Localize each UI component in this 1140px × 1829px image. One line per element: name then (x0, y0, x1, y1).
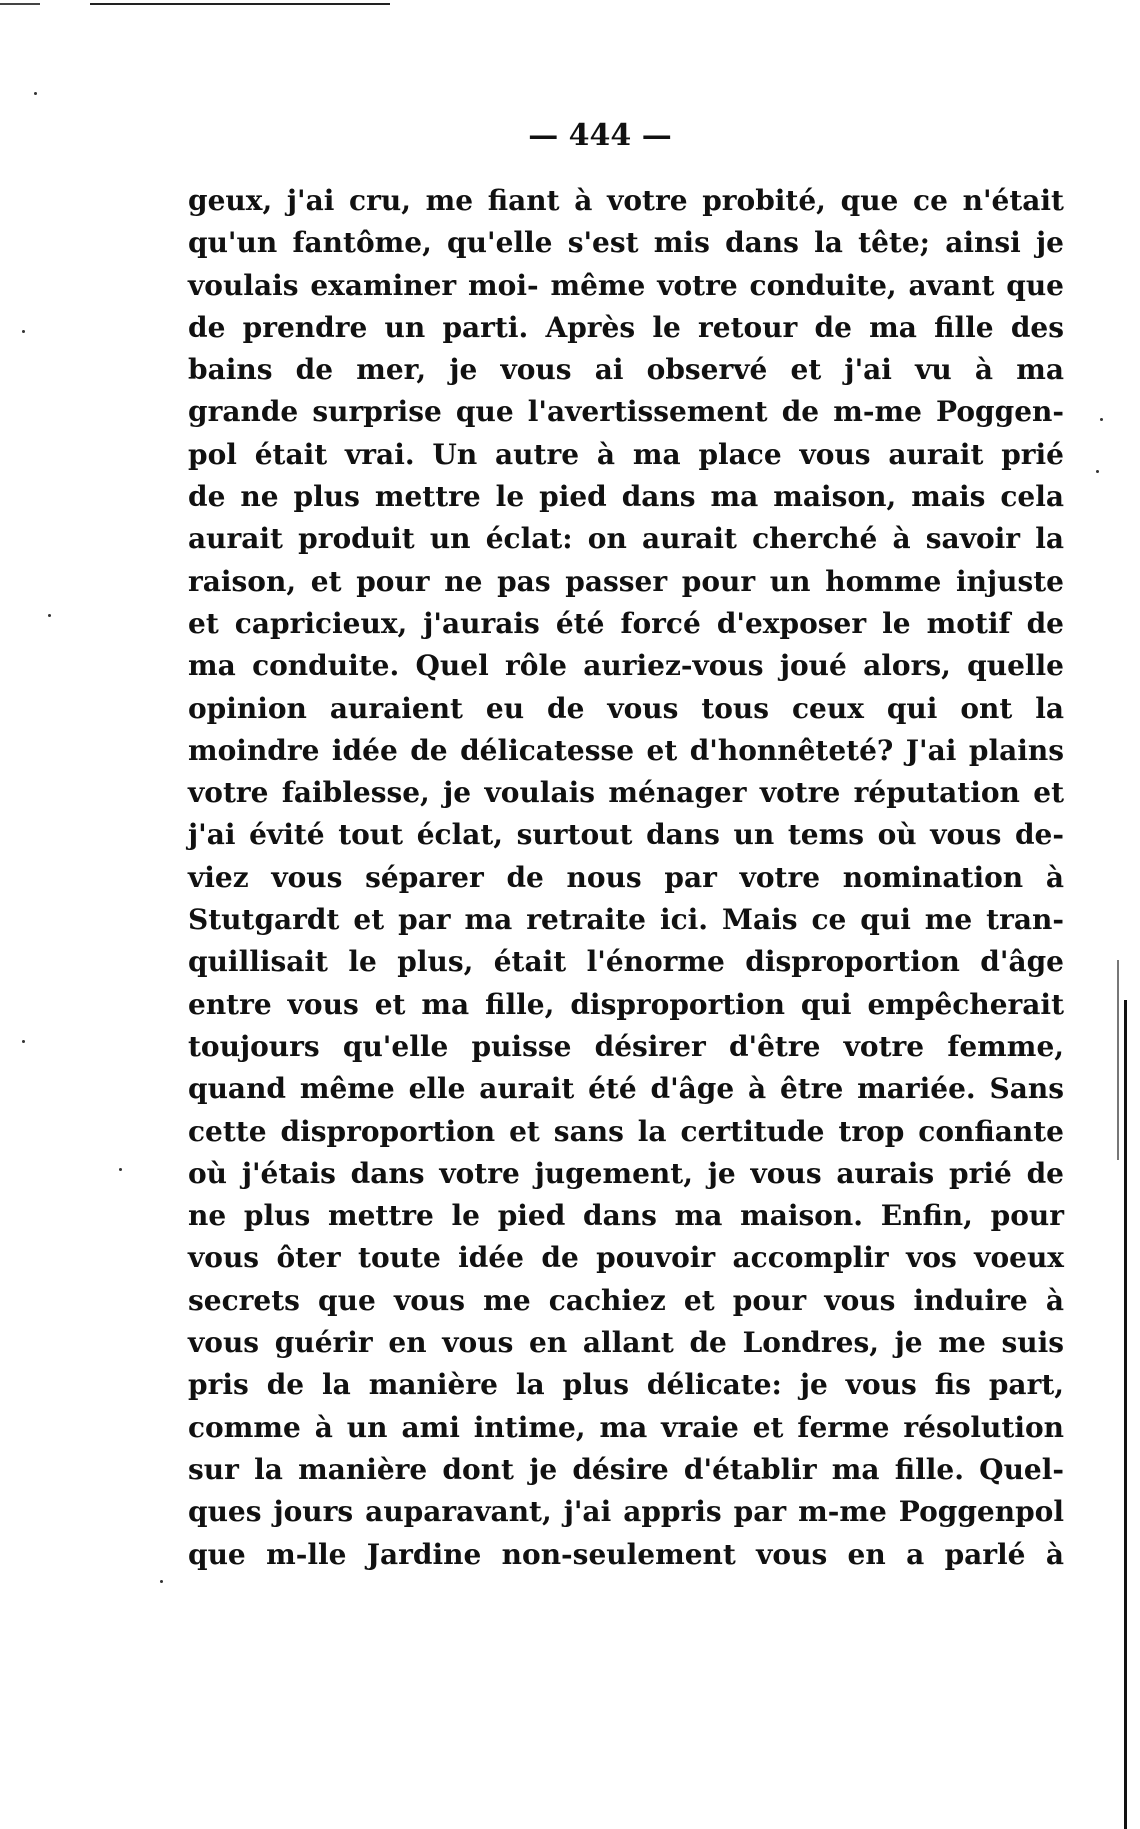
text-line: Stutgardt et par ma retraite ici. Mais ce qui me tran- (188, 903, 1064, 937)
text-line: voulais examiner moi- même votre conduite, avant que (188, 268, 1064, 302)
text-line: ma conduite. Quel rôle auriez-vous joué alors, quelle (188, 649, 1064, 683)
text-line: et capricieux, j'aurais été forcé d'exposer le motif de (188, 606, 1064, 640)
text-line: qu'un fantôme, qu'elle s'est mis dans la tête; ainsi je (188, 226, 1064, 260)
text-line: de prendre un parti. Après le retour de ma fille des (188, 310, 1064, 344)
text-line: raison, et pour ne pas passer pour un homme injuste (188, 564, 1064, 598)
text-line: de ne plus mettre le pied dans ma maison, mais cela (188, 480, 1064, 514)
text-line: j'ai évité tout éclat, surtout dans un tems où vous de- (188, 818, 1064, 852)
text-line: aurait produit un éclat: on aurait cherché à savoir la (188, 522, 1064, 556)
scan-speck (119, 1168, 122, 1171)
text-line: opinion auraient eu de vous tous ceux qui ont la (188, 691, 1064, 725)
text-line: cette disproportion et sans la certitude trop confiante (188, 1114, 1064, 1148)
text-line: ne plus mettre le pied dans ma maison. Enfin, pour (188, 1199, 1064, 1233)
text-line: moindre idée de délicatesse et d'honnêteté? J'ai plains (188, 733, 1064, 767)
text-line: grande surprise que l'avertissement de m-me Poggen- (188, 395, 1064, 429)
scan-speck (34, 92, 37, 95)
body-text (188, 180, 1064, 1576)
text-line: vous ôter toute idée de pouvoir accomplir vos voeux (188, 1241, 1064, 1275)
scan-speck (48, 614, 51, 617)
text-line: pol était vrai. Un autre à ma place vous aurait prié (188, 437, 1064, 471)
text-line: sur la manière dont je désire d'établir ma fille. Quel- (188, 1452, 1064, 1486)
scan-speck (22, 330, 25, 333)
text-line: toujours qu'elle puisse désirer d'être votre femme, (188, 1029, 1064, 1063)
text-line: vous guérir en vous en allant de Londres, je me suis (188, 1326, 1064, 1360)
text-line: quillisait le plus, était l'énorme disproportion d'âge (188, 945, 1064, 979)
text-line: que m-lle Jardine non-seulement vous en a parlé à (188, 1537, 1064, 1571)
scan-speck (160, 1580, 163, 1583)
scan-speck (22, 1040, 25, 1043)
text-line: secrets que vous me cachiez et pour vous induire à (188, 1283, 1064, 1317)
text-line: comme à un ami intime, ma vraie et ferme résolution (188, 1410, 1064, 1444)
text-line: pris de la manière la plus délicate: je vous fis part, (188, 1368, 1064, 1402)
scan-right-edge (1124, 1000, 1127, 1829)
scan-edge-mark (0, 3, 40, 5)
scan-right-edge-faint (1117, 960, 1119, 1160)
page-number: — 444 — (528, 118, 672, 153)
text-line: viez vous séparer de nous par votre nomination à (188, 860, 1064, 894)
scan-speck (1096, 470, 1099, 473)
text-line: geux, j'ai cru, me fiant à votre probité, que ce n'était (188, 184, 1064, 217)
text-line: ques jours auparavant, j'ai appris par m-me Poggenpol (188, 1495, 1064, 1529)
text-line: votre faiblesse, je voulais ménager votre réputation et (188, 776, 1064, 810)
text-line: entre vous et ma fille, disproportion qui empêcherait (188, 987, 1064, 1021)
scan-speck (1100, 418, 1103, 421)
scan-edge-line (90, 3, 390, 5)
text-line: où j'étais dans votre jugement, je vous aurais prié de (188, 1156, 1064, 1190)
text-line: quand même elle aurait été d'âge à être mariée. Sans (188, 1072, 1064, 1106)
text-line: bains de mer, je vous ai observé et j'ai vu à ma (188, 353, 1064, 387)
